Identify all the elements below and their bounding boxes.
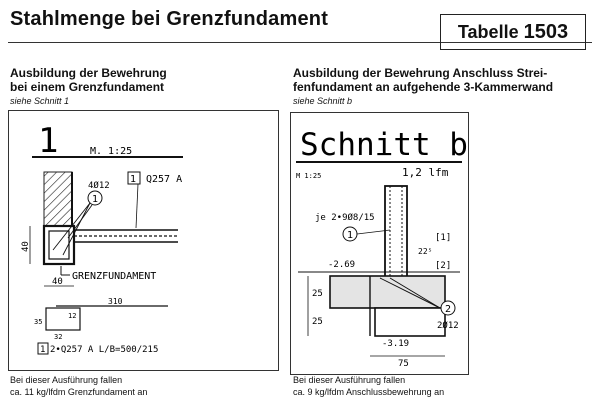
dim-25-a: 25 [312, 289, 323, 299]
mesh-dim-inner: 12 [68, 312, 77, 320]
rebar-label: je 2•9Ø8/15 [315, 213, 375, 223]
dim-25-b: 25 [312, 317, 323, 327]
strip-footing-lower [375, 308, 445, 336]
position-marker-1-label: 1 [92, 194, 99, 205]
level-bottom: -3.19 [382, 339, 410, 349]
wall-hatch [44, 172, 72, 230]
dim-width: 40 [52, 277, 63, 287]
right-section-drawing [290, 112, 470, 376]
right-heading [293, 66, 553, 94]
dim-22: 22⁵ [418, 247, 433, 256]
footing-label: GRENZFUNDAMENT [72, 271, 157, 282]
level-top: -2.69 [328, 260, 356, 270]
right-heading-line1: Ausbildung der Bewehrung Anschluss Strei- [293, 66, 548, 80]
bar-label-2: 2Ø12 [437, 321, 459, 331]
right-subtitle: siehe Schnitt b [293, 96, 353, 106]
table-number: 1503 [523, 21, 569, 43]
callout-marker: 1 [130, 174, 137, 185]
mesh-dim-length: 310 [108, 297, 123, 306]
mesh-spec: 2•Q257 A L/B=500/215 [50, 345, 159, 355]
left-caption-line1: Bei dieser Ausführung fallen [10, 375, 123, 385]
mesh-dim-bottom: 32 [54, 333, 63, 341]
section-number: 1 [38, 121, 59, 161]
wall [385, 186, 407, 278]
scale-label: M 1:25 [296, 172, 322, 180]
position-marker-2-label: 2 [445, 304, 452, 315]
section-title: Schnitt b [300, 127, 468, 163]
right-caption-line1: Bei dieser Ausführung fallen [293, 375, 406, 385]
table-number-badge [440, 14, 586, 50]
ref-2: [2] [435, 261, 452, 271]
left-heading-line1: Ausbildung der Bewehrung [10, 66, 167, 80]
position-marker-1-label: 1 [347, 230, 354, 241]
scale-label: M. 1:25 [90, 146, 133, 157]
mesh-dim-side: 35 [34, 318, 43, 326]
rebar-label: 4Ø12 [88, 181, 110, 191]
length-label: 1,2 lfm [402, 166, 449, 179]
left-caption-line2: ca. 11 kg/lfdm Grenzfundament an [10, 387, 148, 397]
page-title: Stahlmenge bei Grenzfundament [10, 8, 329, 30]
left-section-drawing [8, 110, 280, 372]
right-heading-line2: fenfundament an aufgehende 3-Kammerwand [293, 80, 554, 94]
left-caption [10, 374, 147, 398]
table-label: Tabelle [457, 22, 519, 42]
left-subtitle: siehe Schnitt 1 [10, 96, 70, 106]
left-heading [10, 66, 167, 94]
callout-code: Q257 A [146, 174, 183, 185]
ref-1: [1] [435, 233, 452, 243]
dim-height: 40 [21, 241, 31, 252]
right-caption [293, 374, 444, 398]
dim-75: 75 [398, 359, 409, 369]
strip-footing-upper [330, 276, 445, 308]
left-heading-line2: bei einem Grenzfundament [10, 80, 165, 94]
right-caption-line2: ca. 9 kg/lfdm Anschlussbewehrung an [293, 387, 445, 397]
mesh-marker: 1 [40, 345, 46, 355]
